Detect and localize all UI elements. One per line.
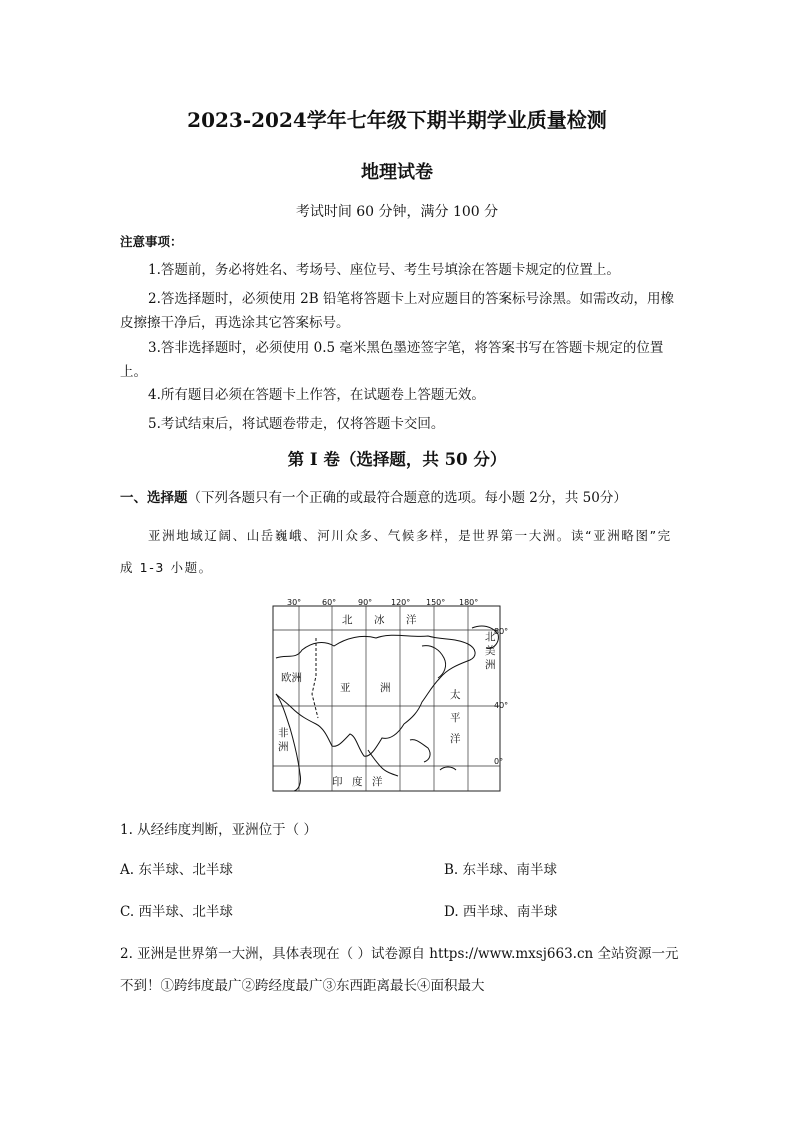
question-2-stem: 2. 亚洲是世界第一大洲，具体表现在（ ）试卷源自 https://www.mxsj663.cn 全站资源一元不到！①跨纬度最广②跨经度最广③东西距离最长④面积最大 <box>120 946 679 994</box>
europe-label: 欧洲 <box>281 672 302 684</box>
indian-ocean-char-2: 度 <box>352 776 363 788</box>
north-america-char-3: 洲 <box>485 659 496 671</box>
notice-item-3: 3.答非选择题时，必须使用 0.5 毫米黑色墨迹签字笔，将答案书写在答题卡规定的位置上。 <box>120 340 664 380</box>
asia-label-char-1: 亚 <box>340 682 351 694</box>
question-1-option-d: D. 西半球、南半球 <box>444 904 558 920</box>
notice-item-4: 4.所有题目必须在答题卡上作答，在试题卷上答题无效。 <box>148 387 485 403</box>
lat-label-0: 0° <box>494 757 504 766</box>
exam-title: 2023-2024学年七年级下期半期学业质量检测 <box>187 108 607 132</box>
subject-title: 地理试卷 <box>361 162 433 183</box>
africa-label-char-1: 非 <box>278 727 289 739</box>
notice-item-5: 5.考试结束后，将试题卷带走，仅将答题卡交回。 <box>148 416 445 432</box>
exam-time-info: 考试时间 60 分钟，满分 100 分 <box>295 204 499 220</box>
lon-label-60: 60° <box>322 598 337 607</box>
arctic-ocean-char-3: 洋 <box>406 614 417 626</box>
section-title: 第 I 卷（选择题，共 50 分） <box>287 450 507 469</box>
map-frame <box>273 606 500 791</box>
pacific-ocean-char-2: 平 <box>450 712 461 724</box>
lon-label-30: 30° <box>287 598 302 607</box>
question-type-label: 一、选择题 <box>120 490 188 506</box>
pacific-ocean-char-1: 太 <box>450 689 461 701</box>
question-1-option-b: B. 东半球、南半球 <box>444 862 558 878</box>
lon-label-120: 120° <box>391 598 411 607</box>
indian-ocean-char-1: 印 <box>332 776 343 788</box>
question-type-heading <box>120 486 627 506</box>
indian-ocean-char-3: 洋 <box>372 776 383 788</box>
lat-label-40: 40° <box>494 701 509 710</box>
lon-label-150: 150° <box>426 598 446 607</box>
question-1-stem: 1. 从经纬度判断，亚洲位于（ ） <box>120 822 317 838</box>
north-america-char-2: 美 <box>485 645 496 657</box>
reading-passage: 亚洲地域辽阔、山岳巍峨、河川众多、气候多样，是世界第一大洲。读“亚洲略图”完成 1-3 小题。 <box>120 528 672 575</box>
map-graticule <box>273 606 500 791</box>
notice-heading: 注意事项： <box>120 234 183 249</box>
question-1-option-c: C. 西半球、北半球 <box>120 904 233 920</box>
arctic-ocean-char-2: 冰 <box>374 614 385 626</box>
asia-map <box>272 598 509 794</box>
north-america-char-1: 北 <box>485 631 496 643</box>
pacific-ocean-char-3: 洋 <box>450 733 461 745</box>
question-1-option-a: A. 东半球、北半球 <box>120 862 233 878</box>
asia-label-char-2: 洲 <box>380 682 391 694</box>
lat-label-80: 80° <box>494 627 509 636</box>
africa-label-char-2: 洲 <box>278 741 289 753</box>
lon-label-180: 180° <box>459 598 479 607</box>
arctic-ocean-char-1: 北 <box>342 614 353 626</box>
lon-label-90: 90° <box>358 598 373 607</box>
question-type-instruction: （下列各题只有一个正确的或最符合题意的选项。每小题 2分，共 50分） <box>187 490 627 506</box>
notice-item-2: 2.答选择题时，必须使用 2B 铅笔将答题卡上对应题目的答案标号涂黑。如需改动，用橡皮擦擦干净后，再选涂其它答案标号。 <box>120 291 674 331</box>
notice-item-1: 1.答题前，务必将姓名、考场号、座位号、考生号填涂在答题卡规定的位置上。 <box>148 262 620 278</box>
